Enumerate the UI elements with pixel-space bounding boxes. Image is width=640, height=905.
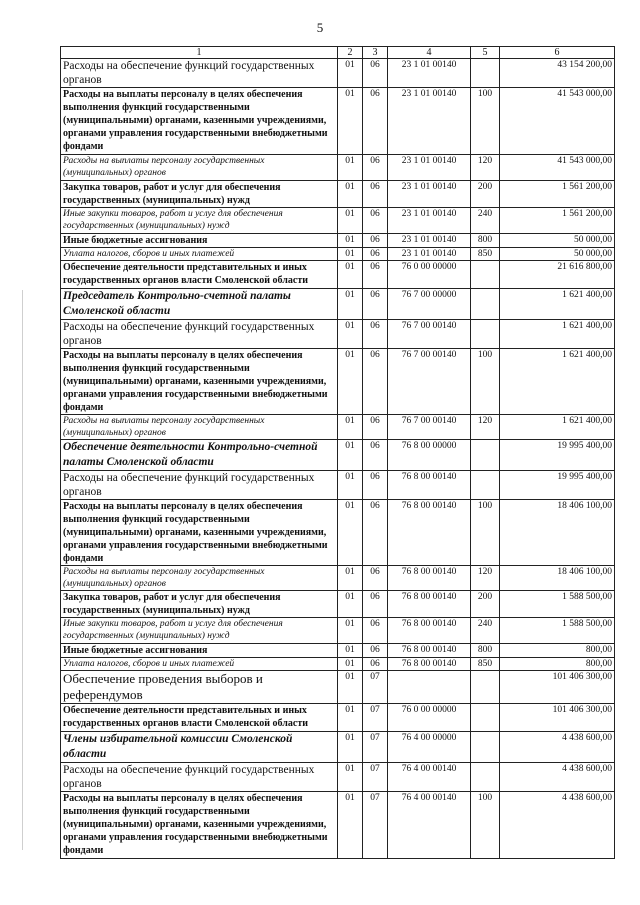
row-expense-type: 100 <box>471 349 500 415</box>
row-name: Обеспечение деятельности представительных и иных государственных органов власти Смоленской области <box>61 704 338 732</box>
row-expense-type <box>471 671 500 704</box>
row-amount: 1 561 200,00 <box>500 208 615 234</box>
row-amount: 41 543 000,00 <box>500 88 615 155</box>
row-expense-type <box>471 440 500 471</box>
row-target-code: 76 4 00 00140 <box>388 763 471 792</box>
row-name: Расходы на обеспечение функций государственных органов <box>61 59 338 88</box>
row-expense-type: 100 <box>471 500 500 566</box>
row-amount: 1 621 400,00 <box>500 320 615 349</box>
row-section: 01 <box>338 732 363 763</box>
table-row <box>61 440 615 471</box>
row-name: Уплата налогов, сборов и иных платежей <box>61 248 338 261</box>
table-row <box>61 671 615 704</box>
row-target-code: 76 8 00 00140 <box>388 644 471 658</box>
row-section: 01 <box>338 208 363 234</box>
row-section: 01 <box>338 591 363 618</box>
row-target-code: 76 4 00 00000 <box>388 732 471 763</box>
table-row <box>61 415 615 440</box>
row-expense-type <box>471 59 500 88</box>
row-expense-type: 120 <box>471 566 500 591</box>
row-target-code: 23 1 01 00140 <box>388 88 471 155</box>
row-name: Расходы на выплаты персоналу в целях обеспечения выполнения функций государственными (муниципальными) органами, казенными учреждениями, органами управления государственными внебюджетными фондами <box>61 349 338 415</box>
row-subsection: 06 <box>363 248 388 261</box>
row-subsection: 06 <box>363 658 388 671</box>
row-expense-type: 200 <box>471 181 500 208</box>
table-row <box>61 234 615 248</box>
row-expense-type <box>471 704 500 732</box>
row-name: Иные бюджетные ассигнования <box>61 644 338 658</box>
table-row <box>61 208 615 234</box>
row-section: 01 <box>338 671 363 704</box>
row-name: Расходы на выплаты персоналу государственных (муниципальных) органов <box>61 566 338 591</box>
row-section: 01 <box>338 704 363 732</box>
row-name: Иные закупки товаров, работ и услуг для обеспечения государственных (муниципальных) нужд <box>61 208 338 234</box>
row-section: 01 <box>338 566 363 591</box>
row-section: 01 <box>338 349 363 415</box>
row-target-code: 76 7 00 00140 <box>388 415 471 440</box>
row-section: 01 <box>338 59 363 88</box>
row-target-code: 76 4 00 00140 <box>388 792 471 859</box>
row-amount: 1 561 200,00 <box>500 181 615 208</box>
row-expense-type <box>471 732 500 763</box>
row-amount: 101 406 300,00 <box>500 704 615 732</box>
row-name: Закупка товаров, работ и услуг для обеспечения государственных (муниципальных) нужд <box>61 181 338 208</box>
row-target-code: 76 8 00 00140 <box>388 618 471 644</box>
table-row <box>61 732 615 763</box>
table-row <box>61 591 615 618</box>
row-section: 01 <box>338 500 363 566</box>
row-subsection: 06 <box>363 349 388 415</box>
row-expense-type <box>471 471 500 500</box>
row-target-code: 76 8 00 00000 <box>388 440 471 471</box>
row-expense-type <box>471 763 500 792</box>
table-row <box>61 763 615 792</box>
row-amount: 4 438 600,00 <box>500 763 615 792</box>
row-name: Расходы на выплаты персоналу в целях обеспечения выполнения функций государственными (муниципальными) органами, казенными учреждениями, органами управления государственными внебюджетными фондами <box>61 88 338 155</box>
row-amount: 21 616 800,00 <box>500 261 615 289</box>
row-amount: 4 438 600,00 <box>500 792 615 859</box>
row-amount: 1 621 400,00 <box>500 349 615 415</box>
table-row <box>61 500 615 566</box>
table-body <box>61 59 615 859</box>
row-amount: 1 621 400,00 <box>500 415 615 440</box>
row-section: 01 <box>338 248 363 261</box>
row-subsection: 07 <box>363 763 388 792</box>
table-row <box>61 566 615 591</box>
table-row <box>61 88 615 155</box>
table-row <box>61 792 615 859</box>
row-section: 01 <box>338 658 363 671</box>
row-name: Уплата налогов, сборов и иных платежей <box>61 658 338 671</box>
row-target-code: 76 7 00 00000 <box>388 289 471 320</box>
row-section: 01 <box>338 415 363 440</box>
row-expense-type <box>471 261 500 289</box>
row-expense-type: 240 <box>471 208 500 234</box>
table-row <box>61 261 615 289</box>
row-section: 01 <box>338 763 363 792</box>
row-name: Расходы на выплаты персоналу государственных (муниципальных) органов <box>61 155 338 181</box>
row-expense-type <box>471 289 500 320</box>
row-expense-type <box>471 320 500 349</box>
row-amount: 18 406 100,00 <box>500 500 615 566</box>
row-subsection: 06 <box>363 415 388 440</box>
row-name: Иные закупки товаров, работ и услуг для обеспечения государственных (муниципальных) нужд <box>61 618 338 644</box>
row-subsection: 07 <box>363 704 388 732</box>
column-header: 3 <box>363 47 388 59</box>
row-subsection: 06 <box>363 88 388 155</box>
row-subsection: 06 <box>363 208 388 234</box>
row-amount: 800,00 <box>500 644 615 658</box>
row-name: Расходы на выплаты персоналу в целях обеспечения выполнения функций государственными (муниципальными) органами, казенными учреждениями, органами управления государственными внебюджетными фондами <box>61 500 338 566</box>
row-subsection: 06 <box>363 591 388 618</box>
row-expense-type: 240 <box>471 618 500 644</box>
row-amount: 19 995 400,00 <box>500 440 615 471</box>
row-name: Расходы на выплаты персоналу государственных (муниципальных) органов <box>61 415 338 440</box>
table-row <box>61 644 615 658</box>
row-target-code: 76 8 00 00140 <box>388 658 471 671</box>
row-section: 01 <box>338 88 363 155</box>
row-target-code: 23 1 01 00140 <box>388 181 471 208</box>
table-row <box>61 248 615 261</box>
row-expense-type: 850 <box>471 658 500 671</box>
budget-table <box>60 46 615 859</box>
row-name: Расходы на обеспечение функций государственных органов <box>61 320 338 349</box>
row-subsection: 07 <box>363 732 388 763</box>
row-target-code: 76 7 00 00140 <box>388 320 471 349</box>
row-name: Обеспечение деятельности представительных и иных государственных органов власти Смоленской области <box>61 261 338 289</box>
row-expense-type: 800 <box>471 234 500 248</box>
row-expense-type: 850 <box>471 248 500 261</box>
table-row <box>61 59 615 88</box>
row-name: Обеспечение деятельности Контрольно-счетной палаты Смоленской области <box>61 440 338 471</box>
table-row <box>61 471 615 500</box>
row-amount: 41 543 000,00 <box>500 155 615 181</box>
row-expense-type: 120 <box>471 415 500 440</box>
row-name: Расходы на обеспечение функций государственных органов <box>61 763 338 792</box>
row-section: 01 <box>338 320 363 349</box>
row-section: 01 <box>338 644 363 658</box>
column-header: 5 <box>471 47 500 59</box>
row-amount: 18 406 100,00 <box>500 566 615 591</box>
table-row <box>61 618 615 644</box>
row-section: 01 <box>338 155 363 181</box>
table-row <box>61 181 615 208</box>
row-section: 01 <box>338 440 363 471</box>
row-target-code: 76 0 00 00000 <box>388 261 471 289</box>
row-target-code: 23 1 01 00140 <box>388 234 471 248</box>
row-subsection: 07 <box>363 792 388 859</box>
row-target-code: 76 7 00 00140 <box>388 349 471 415</box>
row-subsection: 07 <box>363 671 388 704</box>
row-name: Закупка товаров, работ и услуг для обеспечения государственных (муниципальных) нужд <box>61 591 338 618</box>
row-amount: 4 438 600,00 <box>500 732 615 763</box>
row-subsection: 06 <box>363 644 388 658</box>
row-subsection: 06 <box>363 618 388 644</box>
table-row <box>61 320 615 349</box>
table-row <box>61 349 615 415</box>
row-section: 01 <box>338 289 363 320</box>
column-header: 4 <box>388 47 471 59</box>
row-expense-type: 120 <box>471 155 500 181</box>
row-name: Расходы на выплаты персоналу в целях обеспечения выполнения функций государственными (муниципальными) органами, казенными учреждениями, органами управления государственными внебюджетными фондами <box>61 792 338 859</box>
row-name: Члены избирательной комиссии Смоленской области <box>61 732 338 763</box>
row-amount: 50 000,00 <box>500 234 615 248</box>
row-subsection: 06 <box>363 500 388 566</box>
row-amount: 1 588 500,00 <box>500 618 615 644</box>
row-subsection: 06 <box>363 155 388 181</box>
row-amount: 43 154 200,00 <box>500 59 615 88</box>
row-section: 01 <box>338 471 363 500</box>
row-name: Расходы на обеспечение функций государственных органов <box>61 471 338 500</box>
row-target-code: 23 1 01 00140 <box>388 155 471 181</box>
row-target-code: 76 8 00 00140 <box>388 471 471 500</box>
row-subsection: 06 <box>363 471 388 500</box>
row-amount: 101 406 300,00 <box>500 671 615 704</box>
row-target-code: 23 1 01 00140 <box>388 208 471 234</box>
header-row <box>61 47 615 59</box>
row-section: 01 <box>338 181 363 208</box>
row-name: Председатель Контрольно-счетной палаты Смоленской области <box>61 289 338 320</box>
row-subsection: 06 <box>363 181 388 208</box>
row-amount: 1 621 400,00 <box>500 289 615 320</box>
row-name: Иные бюджетные ассигнования <box>61 234 338 248</box>
row-target-code: 76 8 00 00140 <box>388 591 471 618</box>
row-subsection: 06 <box>363 261 388 289</box>
row-expense-type: 100 <box>471 792 500 859</box>
page-number: 5 <box>316 20 324 35</box>
row-amount: 800,00 <box>500 658 615 671</box>
column-header: 1 <box>61 47 338 59</box>
row-target-code: 76 8 00 00140 <box>388 500 471 566</box>
row-section: 01 <box>338 234 363 248</box>
column-header: 6 <box>500 47 615 59</box>
row-subsection: 06 <box>363 234 388 248</box>
row-expense-type: 200 <box>471 591 500 618</box>
row-subsection: 06 <box>363 440 388 471</box>
row-amount: 50 000,00 <box>500 248 615 261</box>
column-header: 2 <box>338 47 363 59</box>
table-row <box>61 289 615 320</box>
table-row <box>61 658 615 671</box>
row-amount: 1 588 500,00 <box>500 591 615 618</box>
row-target-code: 23 1 01 00140 <box>388 248 471 261</box>
row-amount: 19 995 400,00 <box>500 471 615 500</box>
row-target-code: 23 1 01 00140 <box>388 59 471 88</box>
row-section: 01 <box>338 792 363 859</box>
row-subsection: 06 <box>363 566 388 591</box>
row-section: 01 <box>338 261 363 289</box>
table-row <box>61 155 615 181</box>
row-target-code: 76 8 00 00140 <box>388 566 471 591</box>
row-target-code: 76 0 00 00000 <box>388 704 471 732</box>
row-expense-type: 800 <box>471 644 500 658</box>
row-name: Обеспечение проведения выборов и референдумов <box>61 671 338 704</box>
row-expense-type: 100 <box>471 88 500 155</box>
binding-line <box>22 290 23 850</box>
row-subsection: 06 <box>363 59 388 88</box>
row-subsection: 06 <box>363 320 388 349</box>
row-target-code <box>388 671 471 704</box>
table-row <box>61 704 615 732</box>
row-subsection: 06 <box>363 289 388 320</box>
row-section: 01 <box>338 618 363 644</box>
